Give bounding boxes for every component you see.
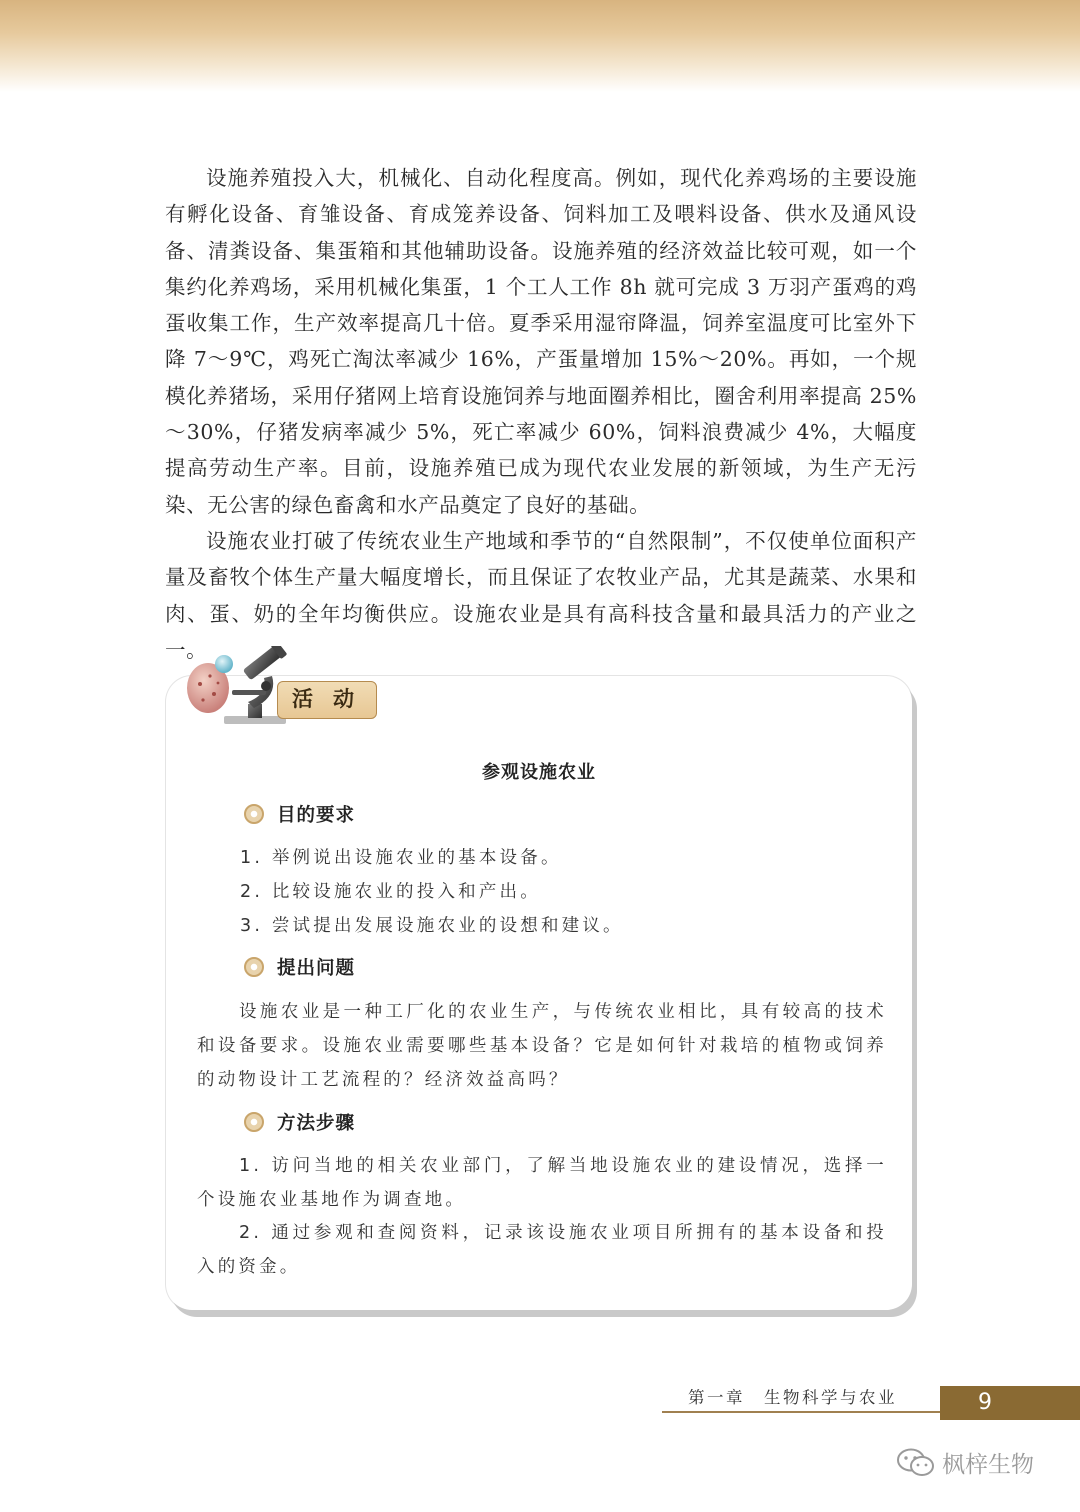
section-heading-goals [244,801,355,827]
page-number: 9 [940,1386,1080,1420]
chapter-footer: 第一章 生物科学与农业 [688,1388,897,1407]
bullet-circle-icon [244,1112,264,1132]
goal-item: 1. 举例说出设施农业的基本设备。 [240,848,562,868]
body-paragraph-1: 设施养殖投入大，机械化、自动化程度高。例如，现代化养鸡场的主要设施有孵化设备、育雏设备、育成笼养设备、饲料加工及喂料设备、供水及通风设备、清粪设备、集蛋箱和其他辅助设备。设施养殖的经济效益比较可观，如一个集约化养鸡场，采用机械化集蛋，1 个工人工作 8h 就可完成 3 万羽产蛋鸡的鸡蛋收集工作，生产效率提高几十倍。夏季采用湿帘降温，饲养室温度可比室外下降 7～9℃，鸡死亡淘汰率减少 16%，产蛋量增加 15%～20%。再如，一个规模化养猪场，采用仔猪网上培育设施饲养与地面圈养相比，圈舍利用率提高 25%～30%，仔猪发病率减少 5%，死亡率减少 60%，饲料浪费减少 4%，大幅度提高劳动生产率。目前，设施养殖已成为现代农业发展的新领域，为生产无污染、无公害的绿色畜禽和水产品奠定了良好的基础。 [165,166,917,517]
section-heading-label: 目的要求 [277,805,356,826]
bullet-circle-icon [244,804,264,824]
section-heading-method [244,1109,355,1135]
bullet-circle-icon [244,957,264,977]
main-body-text [165,160,917,668]
section-heading-question [244,954,355,980]
watermark [896,1446,1034,1479]
section-heading-label: 方法步骤 [277,1113,356,1134]
method-step: 1. 访问当地的相关农业部门，了解当地设施农业的建设情况，选择一个设施农业基地作为调查地。 [197,1156,887,1210]
goal-item: 2. 比较设施农业的投入和产出。 [240,882,541,902]
activity-tab-label: 活动 [277,681,377,719]
question-paragraph: 设施农业是一种工厂化的农业生产，与传统农业相比，具有较高的技术和设备要求。设施农业需要哪些基本设备？它是如何针对栽培的植物或饲养的动物设计工艺流程的？经济效益高吗？ [197,1002,887,1090]
watermark-text: 枫梓生物 [942,1452,1034,1478]
top-decorative-band [0,0,1080,92]
footer-divider [662,1411,940,1413]
activity-title: 参观设施农业 [482,762,596,783]
goal-item: 3. 尝试提出发展设施农业的设想和建议。 [240,916,624,936]
method-step: 2. 通过参观和查阅资料，记录该设施农业项目所拥有的基本设备和投入的资金。 [197,1223,887,1277]
section-heading-label: 提出问题 [277,958,356,979]
wechat-icon [896,1447,936,1479]
body-paragraph-2: 设施农业打破了传统农业生产地域和季节的“自然限制”，不仅使单位面积产量及畜牧个体生产量大幅度增长，而且保证了农牧业产品，尤其是蔬菜、水果和肉、蛋、奶的全年均衡供应。设施农业是具有高科技含量和最具活力的产业之一。 [165,528,917,662]
